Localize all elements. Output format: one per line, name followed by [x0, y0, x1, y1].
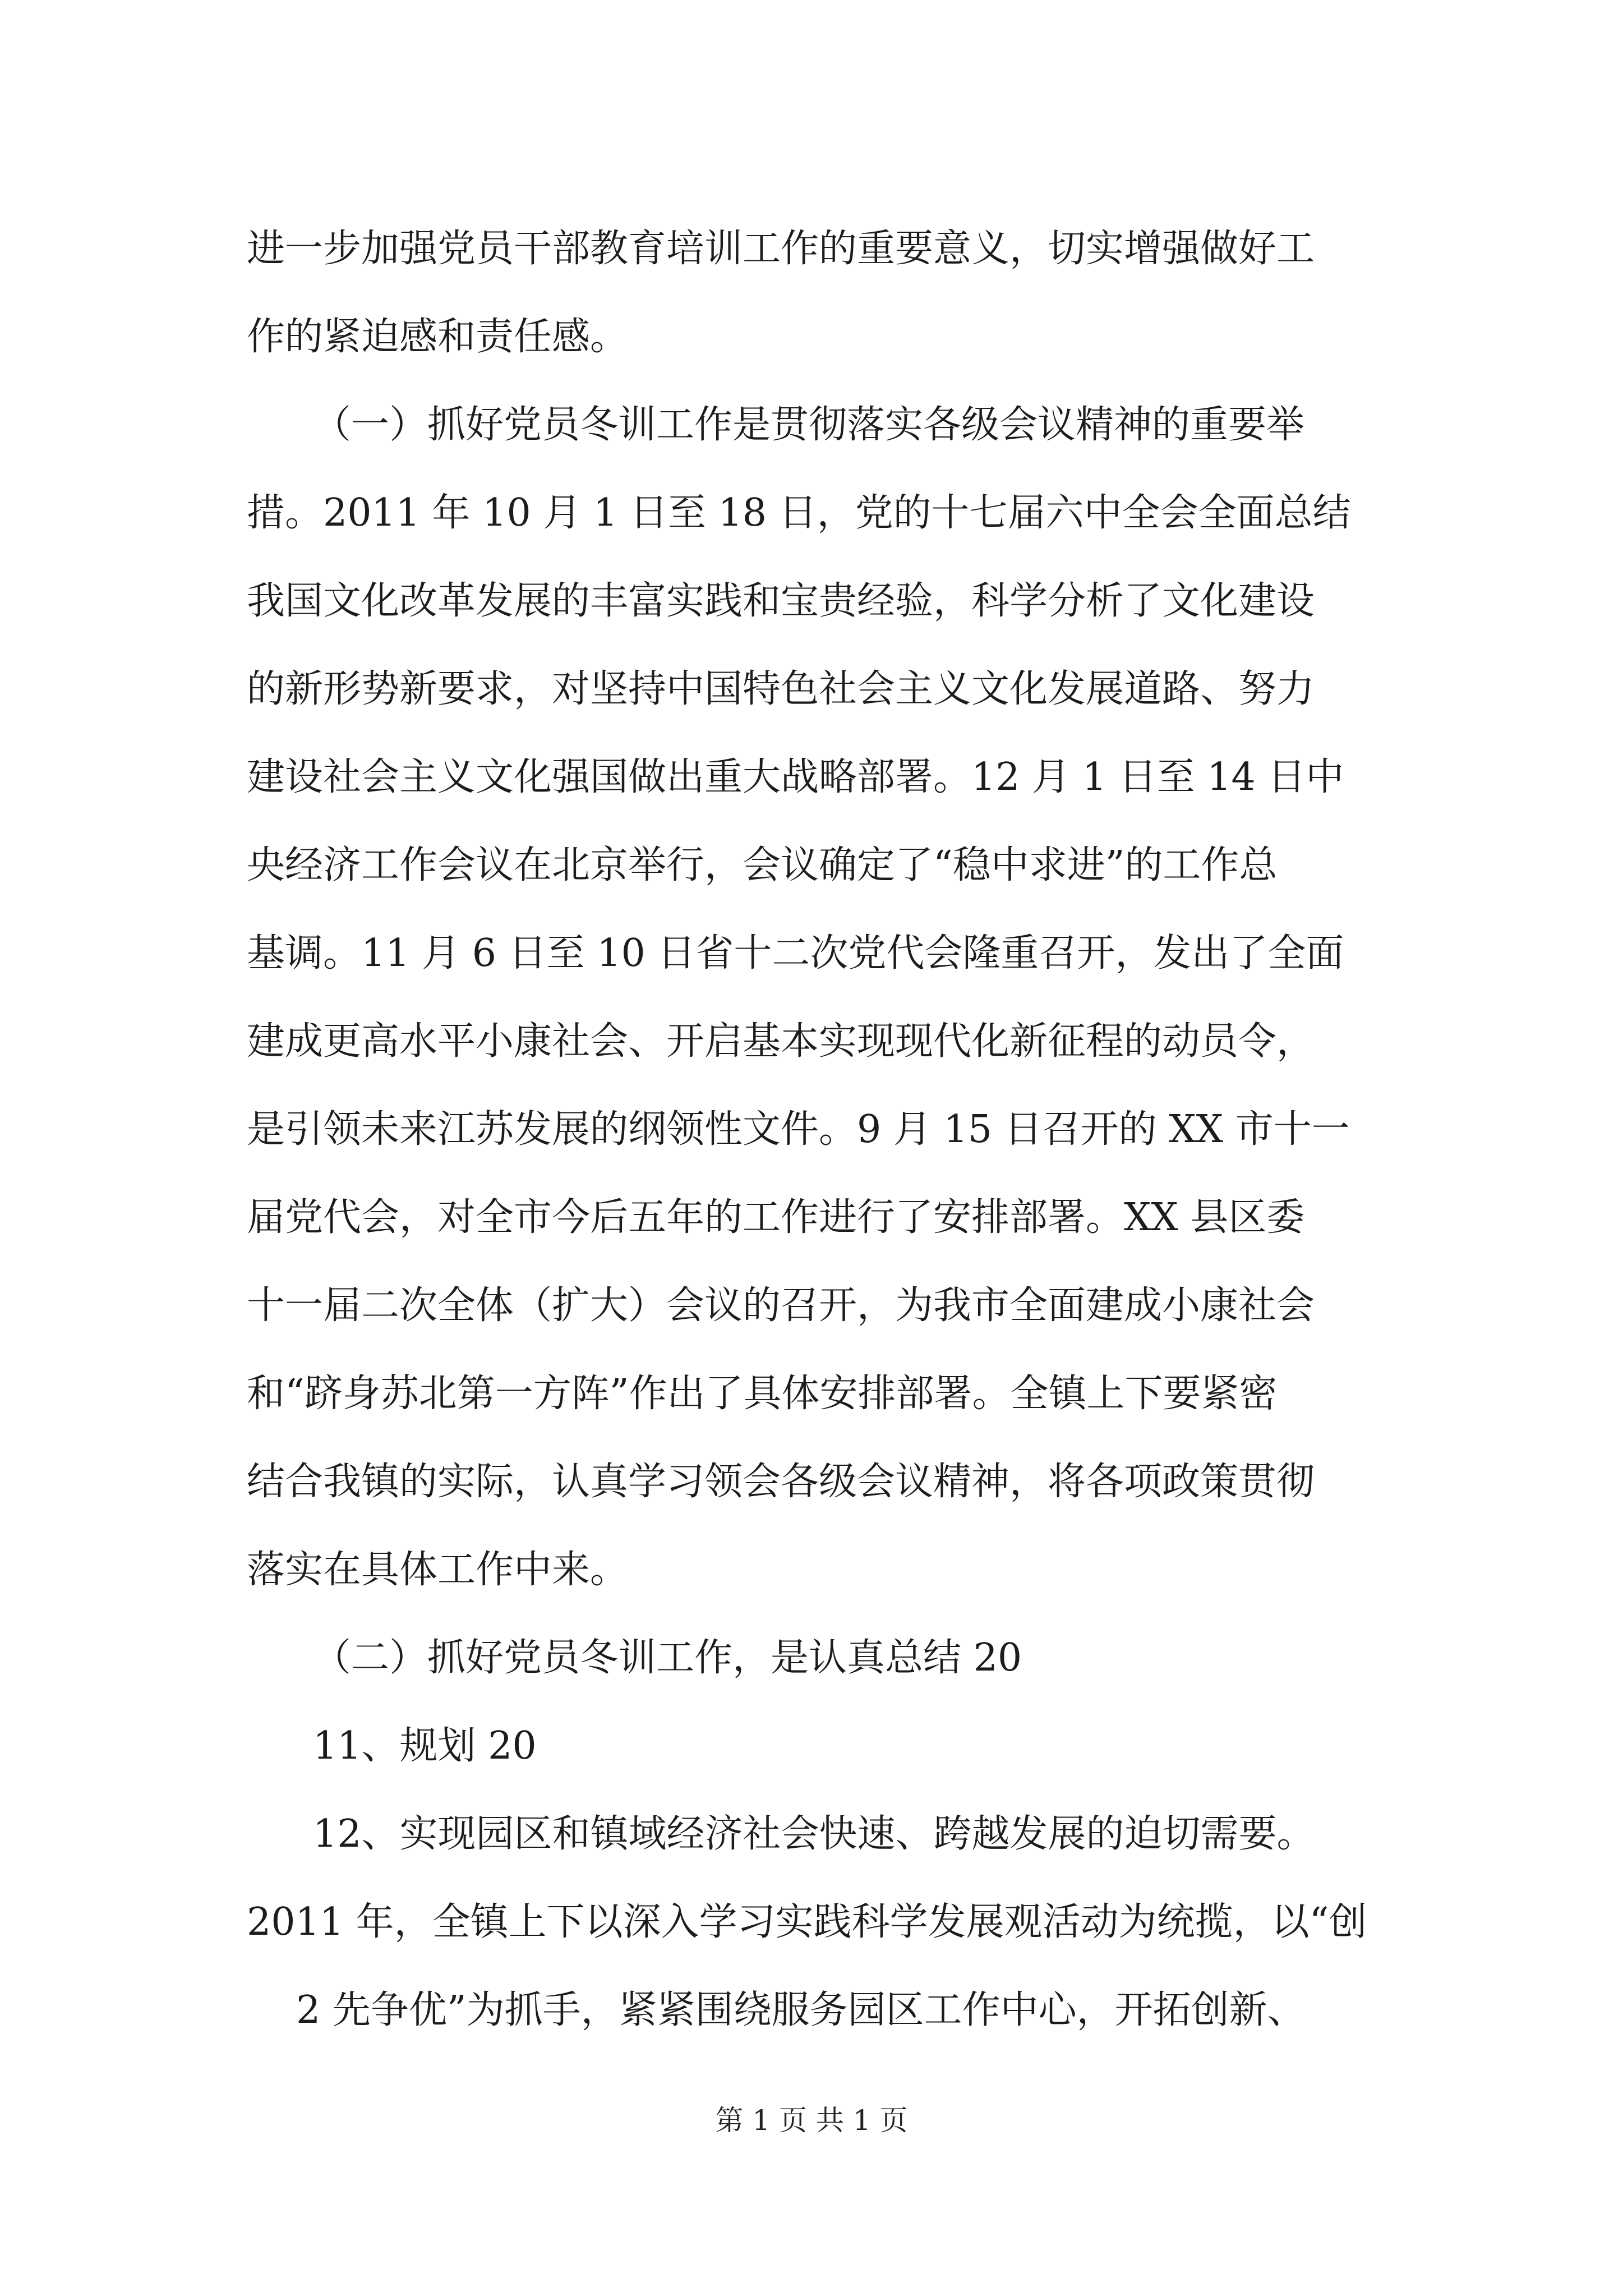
- text-line: （二）抓好党员冬训工作，是认真总结 20: [313, 1636, 1022, 1680]
- text-line: 2011 年，全镇上下以深入学习实践科学发展观活动为统揽，以“创: [247, 1900, 1367, 1944]
- text-line: 2 先争优”为抓手，紧紧围绕服务园区工作中心，开拓创新、: [296, 1988, 1306, 2032]
- text-line: 基调。11 月 6 日至 10 日省十二次党代会隆重召开，发出了全面: [247, 931, 1344, 976]
- text-line: 措。2011 年 10 月 1 日至 18 日，党的十七届六中全会全面总结: [247, 491, 1351, 535]
- text-line: 届党代会，对全市今后五年的工作进行了安排部署。XX 县区委: [247, 1195, 1305, 1240]
- text-line: 落实在具体工作中来。: [247, 1548, 629, 1592]
- text-line: 建设社会主义文化强国做出重大战略部署。12 月 1 日至 14 日中: [247, 755, 1344, 799]
- text-line: （一）抓好党员冬训工作是贯彻落实各级会议精神的重要举: [313, 403, 1305, 447]
- text-line: 和“跻身苏北第一方阵”作出了具体安排部署。全镇上下要紧密: [247, 1372, 1278, 1416]
- text-line: 作的紧迫感和责任感。: [247, 315, 629, 359]
- text-line: 十一届二次全体（扩大）会议的召开，为我市全面建成小康社会: [247, 1283, 1315, 1328]
- text-line: 建成更高水平小康社会、开启基本实现现代化新征程的动员令，: [247, 1019, 1315, 1064]
- text-line: 11、规划 20: [313, 1724, 537, 1768]
- text-line: 结合我镇的实际，认真学习领会各级会议精神，将各项政策贯彻: [247, 1460, 1315, 1504]
- text-line: 是引领未来江苏发展的纲领性文件。9 月 15 日召开的 XX 市十一: [247, 1107, 1350, 1152]
- text-line: 我国文化改革发展的丰富实践和宝贵经验，科学分析了文化建设: [247, 579, 1315, 623]
- text-line: 央经济工作会议在北京举行，会议确定了“稳中求进”的工作总: [247, 843, 1278, 887]
- page-footer: 第 1 页 共 1 页: [715, 2104, 908, 2137]
- text-line: 进一步加强党员干部教育培训工作的重要意义，切实增强做好工: [247, 227, 1315, 271]
- text-line: 12、实现园区和镇域经济社会快速、跨越发展的迫切需要。: [313, 1812, 1315, 1856]
- text-line: 的新形势新要求，对坚持中国特色社会主义文化发展道路、努力: [247, 667, 1315, 711]
